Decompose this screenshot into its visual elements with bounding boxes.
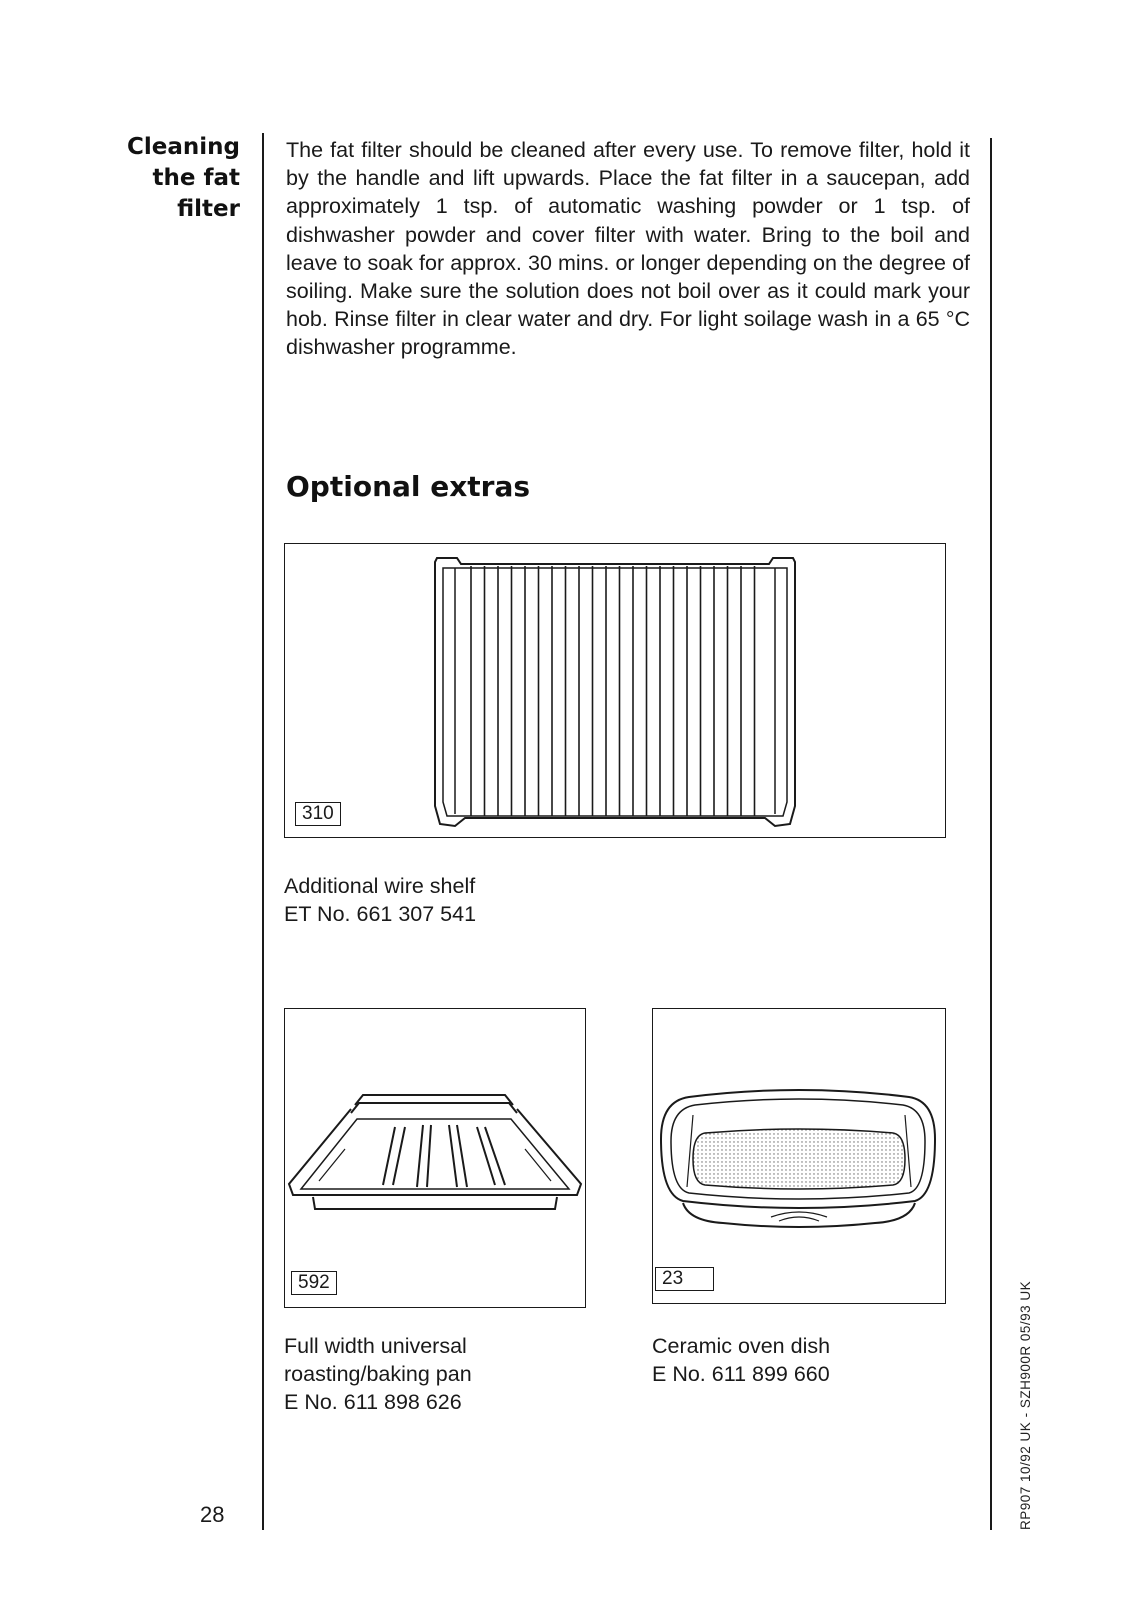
- ceramic-dish-icon: [653, 1009, 945, 1303]
- cleaning-heading-line: Cleaning: [127, 134, 240, 160]
- caption-line: ET No. 661 307 541: [284, 902, 477, 926]
- caption-line: E No. 611 898 626: [284, 1390, 462, 1414]
- caption-line: Ceramic oven dish: [652, 1334, 831, 1358]
- roasting-pan-caption: [284, 1332, 472, 1416]
- document-code: RP907 10/92 UK - SZH900R 05/93 UK: [1018, 1280, 1033, 1530]
- figure-label: 23: [655, 1267, 714, 1291]
- wire-shelf-caption: [284, 872, 476, 928]
- ceramic-dish-figure: [652, 1008, 946, 1304]
- page-number: 28: [200, 1502, 225, 1527]
- cleaning-heading: [100, 132, 240, 225]
- caption-line: roasting/baking pan: [284, 1362, 472, 1386]
- wire-shelf-figure: [284, 543, 946, 838]
- cleaning-heading-line: filter: [177, 196, 240, 222]
- roasting-pan-figure: [284, 1008, 586, 1308]
- cleaning-instructions: The fat filter should be cleaned after every use. To remove filter, hold it by the handle and lift upwards. Place the fat filter in a saucepan, add approximately 1 tsp. of automatic washing powder or 1 tsp. of dishwasher powder and cover filter with water. Bring to the boil and leave to soak for approx. 30 mins. or longer depending on the degree of soiling. Make sure the solution does not boil over as it could mark your hob. Rinse filter in clear water and dry. For light soilage wash in a 65 °C dishwasher programme.: [286, 138, 970, 360]
- cleaning-heading-line: the fat: [152, 165, 240, 191]
- figure-label: 310: [295, 802, 341, 826]
- caption-line: Additional wire shelf: [284, 874, 476, 898]
- right-divider-line: [990, 138, 992, 1530]
- caption-line: E No. 611 899 660: [652, 1362, 830, 1386]
- left-divider-line: [262, 133, 264, 1530]
- optional-extras-heading: Optional extras: [286, 470, 531, 503]
- figure-label: 592: [291, 1271, 337, 1295]
- caption-line: Full width universal: [284, 1334, 467, 1358]
- ceramic-dish-caption: [652, 1332, 830, 1388]
- wire-shelf-icon: [285, 544, 945, 837]
- roasting-pan-icon: [285, 1009, 585, 1307]
